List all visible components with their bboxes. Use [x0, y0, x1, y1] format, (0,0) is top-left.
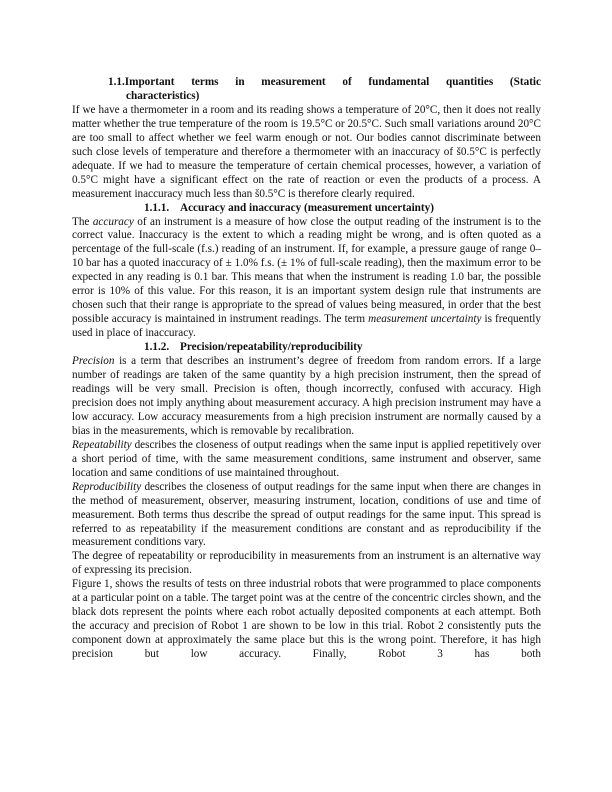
subsection-number: 1.1.1.: [144, 201, 170, 214]
degree-paragraph: The degree of repeatability or reproducibility in measurements from an instrument is an alternative way of expressing its precision.: [72, 550, 541, 577]
text-run: of an instrument is a measure of how close the output reading of the instrument is to the correct value. Inaccuracy is the extent to which a reading might be wrong, and is often quoted as a percentage of the full-scale (f.s.) reading of an instrument. If, for example, a pressure gauge of range 0–10 bar has a quoted inaccuracy of ± 1.0% f.s. (± 1% of full-scale reading), then the maximum error to be expected in any reading is 0.1 bar. This means that when the instrument is reading 1.0 bar, the possible error is 10% of this value. For this reason, it is an important system design rule that instruments are chosen such that their range is appropriate to the spread of values being measured, in order that the best possible accuracy is maintained in instrument readings. The term: [72, 215, 541, 326]
precision-paragraph: [72, 355, 541, 439]
repeatability-paragraph: [72, 439, 541, 481]
text-run: describes the closeness of output readings for the same input when there are changes in the method of measurement, observer, measuring instrument, location, conditions of use and time of measurement. Both terms thus describe the spread of output readings for the same input. This spread is referred to as repeatability if the measurement conditions are constant and as reproducibility if the measurement conditions vary.: [72, 480, 541, 549]
term-reproducibility: Reproducibility: [72, 480, 142, 493]
term-precision: Precision: [72, 355, 115, 368]
section-heading-continuation: characteristics): [126, 89, 200, 102]
subsection-number: 1.1.2.: [144, 341, 170, 354]
text-run: is a term that describes an instrument’s degree of freedom from random errors. If a large number of readings are taken of the same quantity by a high precision instrument, then the spread of readings will be very small. Precision is often, though incorrectly, confused with accuracy. High precision does not imply anything about measurement accuracy. A high precision instrument may have a low accuracy. Low accuracy measurements from a high precision instrument are normally caused by a bias in the measurements, which is removable by recalibration.: [72, 355, 541, 437]
term-accuracy: accuracy: [92, 215, 134, 228]
subsection-title: Accuracy and inaccuracy (measurement uncertainty): [180, 201, 434, 214]
reproducibility-paragraph: [72, 481, 541, 551]
accuracy-paragraph: [72, 216, 541, 342]
subsection-heading-precision: [72, 341, 541, 355]
term-repeatability: Repeatability: [72, 438, 132, 451]
subsection-title: Precision/repeatability/reproducibility: [180, 341, 363, 354]
intro-paragraph: If we have a thermometer in a room and its reading shows a temperature of 20°C, then it does not really matter whether the true temperature of the room is 19.5°C or 20.5°C. Such small variations around 20°C are too small to affect whether we feel warm enough or not. Our bodies cannot discriminate between such close levels of temperature and therefore a thermometer with an inaccuracy of š0.5°C is perfectly adequate. If we had to measure the temperature of certain chemical processes, however, a variation of 0.5°C might have a significant effect on the rate of reaction or even the products of a process. A measurement inaccuracy much less than š0.5°C is therefore clearly required.: [72, 103, 541, 200]
text-run: The: [72, 215, 93, 228]
document-page: [72, 76, 541, 662]
section-heading: 1.1.Important terms in measurement of fundamental quantities (Static: [108, 76, 541, 88]
term-measurement-uncertainty: measurement uncertainty: [368, 313, 482, 326]
text-run: is frequently used in place of inaccuracy.: [72, 313, 541, 340]
subsection-heading-accuracy: [72, 202, 541, 216]
figure-reference-paragraph: Figure 1, shows the results of tests on three industrial robots that were programmed to place components at a particular point on a table. The target point was at the centre of the concentric circles shown, and the black dots represent the points where each robot actually deposited components at each attempt. Both the accuracy and precision of Robot 1 are shown to be low in this trial. Robot 2 consistently puts the component down at approximately the same place but this is the wrong point. Therefore, it has high precision but low accuracy. Finally, Robot 3 has both: [72, 578, 541, 661]
text-run: describes the closeness of output readings when the same input is applied repetitively over a short period of time, with the same measurement conditions, same instrument and observer, same location and same conditions of use maintained throughout.: [72, 438, 541, 479]
